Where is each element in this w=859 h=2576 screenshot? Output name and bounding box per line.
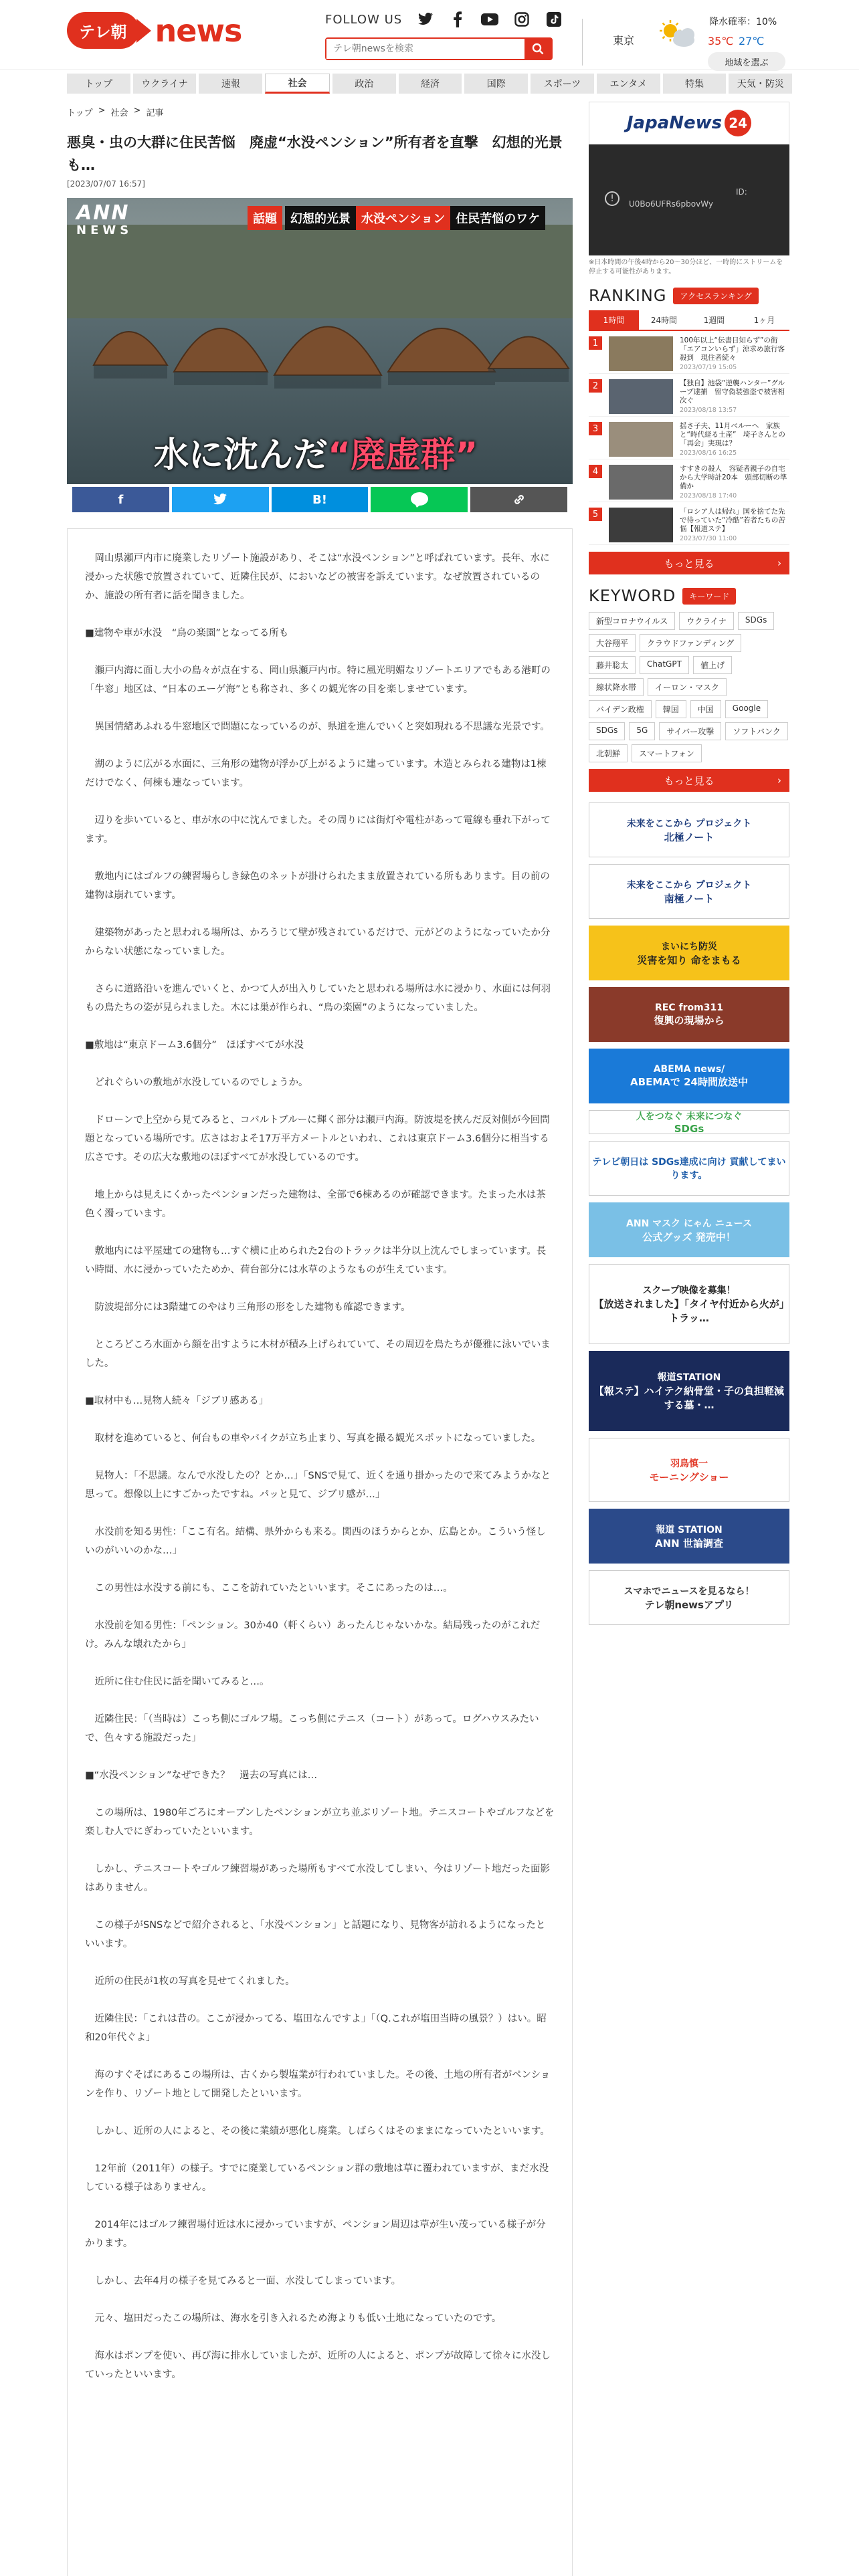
banner-line-a: まいにち防災 [661,941,717,952]
nav-item[interactable]: トップ [67,74,130,94]
nav-item[interactable]: 政治 [332,74,396,94]
section-heading: ■取材中も…見物人続々「ジブリ感ある」 [85,1396,269,1406]
search-button[interactable] [524,39,551,59]
video-id-code: U0Bo6UFRs6pbovWy [629,199,713,209]
promo-banner[interactable] [589,1509,789,1564]
article-paragraph: 近隣住民：「これは昔の。ここが浸かってる、塩田なんですよ」「（Q.これが塩田当時の風景？）はい。昭和20年代ぐよ」 [85,2014,547,2043]
ranking-item[interactable] [589,331,789,374]
ranking-headline[interactable]: 【独自】池袋“逆襲ハンター”グループ逮捕 留守偽装強盗で被害相次ぐ [680,379,785,405]
article-paragraph: この男性は水没する前にも、ここを訪れていたといいます。そこにあったのは…。 [94,1583,453,1594]
promo-banner[interactable] [589,1351,789,1431]
banner-line-a: ANN マスク にゃん ニュース [626,1218,752,1229]
article-paragraph: 地上からは見えにくかったペンションだった建物は、全部で6棟あるのが確認できます。たまった水は茶色く濁っています。 [85,1190,546,1219]
ranking-date: 2023/07/19 15:05 [680,364,737,371]
ranking-thumbnail[interactable] [609,508,673,542]
temp-high: 35℃ [708,35,734,47]
article-paragraph: 近所に住む住民に話を聞いてみると…。 [94,1677,270,1687]
ranking-list [589,331,789,545]
article-paragraph: 取材を進めていると、何台もの車やバイクが立ち止まり、写真を撮る観光スポットになっていました。 [94,1433,541,1444]
article-paragraph: 瀬戸内海に面し大小の島々が点在する、岡山県瀬戸内市。特に風光明媚なリゾートエリアでもある港町の「牛窓」地区は、“日本のエーゲ海”とも称され、多くの観光客の目を楽しませています。 [85,665,551,695]
article-paragraph: しかし、テニスコートやゴルフ練習場があった場所もすべて水没してしまい、今はリゾート地だった面影はありません。 [85,1864,550,1893]
article-paragraph: 岡山県瀬戸内市に廃業したリゾート施設があり、そこは“水没ペンション”と呼ばれています。長年、水に浸かった状態で放置されていて、近隣住民が、においなどの被害を訴えています。なぜ放置されているのか、施設の所有者に話を聞きました。 [85,553,550,601]
promo-banner[interactable] [589,987,789,1042]
promo-banner[interactable] [589,926,789,980]
banner-line-a: 人をつなぐ 未来につなぐ [636,1111,743,1122]
promo-banner[interactable] [589,1264,789,1344]
search-box [325,37,553,60]
article-paragraph: ところどころ水面から顔を出すように木材が積み上げられていて、その周辺を鳥たちが優雅に泳いでいました。 [85,1339,551,1369]
article-paragraph: 近隣住民：「（当時は）こっち側にゴルフ場。こっち側にテニス（コート）があって。ログハウスみたいで、色々する施設だった」 [85,1714,539,1743]
ranking-tab[interactable]: 1ヶ月 [753,316,775,325]
hero-headline-a: 幻想的光景 [285,206,356,230]
breadcrumb [67,106,163,118]
nav-item[interactable]: 国際 [464,74,528,94]
banner-line-a: テレビ朝日は SDGs達成に向け 貢献してまいります。 [592,1157,786,1181]
article-paragraph: 水没前を知る男性：「ペンション。30か40（軒くらい）あったんじゃないかな。結局残ったのがこれだけ。みんな壊れたから」 [85,1620,541,1650]
ranking-more-button[interactable] [589,552,789,574]
search-input[interactable] [326,39,524,59]
article-paragraph: 海水はポンプを使い、再び海に排水していましたが、近所の人によると、ポンプが故障して徐々に水没していったといいます。 [85,2351,551,2380]
keyword-pill: キーワード [682,588,736,605]
keyword-tag[interactable]: 北朝鮮 [589,744,628,762]
ranking-thumbnail[interactable] [609,422,673,457]
nav-item[interactable]: 速報 [199,74,262,94]
banner-line-a: 羽鳥慎一 [670,1458,708,1469]
ranking-date: 2023/07/30 11:00 [680,535,737,542]
keyword-tag[interactable]: 中国 [690,700,721,718]
share-hatena-button[interactable]: B! [272,487,369,512]
article-hero-image [67,198,573,484]
keyword-tag[interactable]: ソフトバンク [725,722,788,740]
keyword-tag[interactable]: SDGs [589,722,625,740]
keyword-more-button[interactable] [589,769,789,792]
article-title: 悪臭・虫の大群に住民苦悩 廃虚“水没ペンション”所有者を直撃 幻想的光景も… [67,134,563,173]
logo-text: news [155,12,242,49]
article-paragraph: ドローンで上空から見てみると、コバルトブルーに輝く部分は瀬戸内海。防波堤を挟んだ反対側が今回問題となっている場所です。広さはおよそ17万平方メートルといわれ、これは東京ドーム3.6個分に相当する広さです。その広大な敷地のほぼすべてが水没しているのです。 [85,1115,550,1163]
breadcrumb-current: 記事 [146,108,164,118]
keyword-tag[interactable]: ChatGPT [640,656,689,674]
banner-line-b: 復興の現場から [654,1014,725,1027]
ranking-tab[interactable]: 1週間 [703,316,725,325]
video-id [629,187,747,209]
weather-divider [582,19,583,66]
banner-line-b: SDGs [674,1123,704,1135]
article-paragraph: 湖のように広がる水面に、三角形の建物が浮かび上がるように建っています。木造とみられる建物は1棟だけでなく、何棟も連なっています。 [85,759,547,788]
keyword-tag[interactable]: 大谷翔平 [589,634,636,652]
breadcrumb-separator: > [98,106,106,116]
rain-probability: 降水確率：10% [709,17,777,27]
banner-line-a: 報道 STATION [656,1524,723,1535]
line-icon [410,492,429,508]
ranking-item[interactable] [589,417,789,459]
hero-headline-b: 水没ペンション [356,206,450,230]
article-paragraph: どれぐらいの敷地が水没しているのでしょうか。 [94,1077,308,1088]
ranking-title: RANKING [589,286,667,305]
banner-line-a: スマホでニュースを見るなら！ [624,1586,755,1597]
promo-banner[interactable] [589,1141,789,1196]
follow-bar [325,11,563,28]
banner-line-a: 報道STATION [657,1372,721,1383]
ranking-number: 3 [589,422,602,435]
sun-cloud-icon [657,19,698,49]
article-paragraph: 見物人：「不思議。なんで水没したの？とか…」「SNSで見て、近くを通り掛かったので来てみようかなと思って。想像以上にすごかったですね。パッと見て、ジブリ感が…」 [85,1471,551,1500]
banner-list [589,802,789,1625]
ranking-text-block [680,508,789,542]
keyword-tag[interactable]: スマートフォン [632,744,702,762]
ranking-thumbnail[interactable] [609,336,673,371]
site-logo[interactable] [67,12,242,49]
article-paragraph: この様子がSNSなどで紹介されると、「水没ペンション」と話題になり、見物客が訪れるようになったといいます。 [85,1920,546,1949]
share-facebook-button[interactable]: f [72,487,169,512]
banner-line-a: ABEMA news/ [653,1063,725,1075]
promo-banner[interactable] [589,1570,789,1625]
banner-line-b: 北極ノート [664,831,714,843]
ranking-pill: アクセスランキング [673,288,758,304]
nav-item[interactable]: エンタメ [597,74,660,94]
article-paragraph: 水没前を知る男性：「ここ有名。結構、県外からも来る。関西のほうからとか、広島とか。こういう怪しいのがいいのかな…」 [85,1527,546,1556]
japanews24-brand: JapaNews [626,113,723,133]
banner-line-b: ABEMAで 24時間放送中 [630,1075,748,1088]
section-heading: ■“水没ペンション”なぜできた？ 過去の写真には… [85,1770,318,1781]
nav-item[interactable]: 特集 [663,74,727,94]
more-label: もっと見る [664,557,714,570]
keyword-tag[interactable]: バイデン政権 [589,700,652,718]
share-link-button[interactable] [470,487,567,512]
video-note: ※日本時間の午後4時から20〜30分ほど、一時的にストリームを停止する可能性があります。 [589,259,783,276]
article-paragraph: 敷地内にはゴルフの練習場らしき緑色のネットが掛けられたまま放置されている所もあります。目の前の建物は崩れています。 [85,871,550,901]
article-paragraph: 12年前（2011年）の様子。すでに廃業しているペンション群の敷地は草に覆われていますが、まだ水没している様子はありません。 [85,2163,549,2193]
hero-caption-b: “廃虚群” [328,435,478,475]
breadcrumb-top[interactable]: トップ [67,108,93,118]
weather-widget [582,9,796,68]
ranking-text-block [680,422,789,457]
ranking-headline[interactable]: 揺さ子夫、11月ベルーへ 家族と“時代経る土産” 埼子さんとの「再会」実現は？ [680,422,785,447]
ranking-date: 2023/08/16 16:25 [680,449,737,457]
japanews24-number: 24 [725,110,751,136]
share-bar [72,487,567,512]
keyword-tag[interactable]: 5G [629,722,655,740]
ranking-tabs [589,310,789,331]
keyword-tag[interactable]: 藤井聡太 [589,656,636,674]
breadcrumb-category[interactable]: 社会 [110,108,128,118]
more-label: もっと見る [664,774,714,787]
keyword-tag[interactable]: SDGs [738,612,774,630]
nav-item[interactable]: ウクライナ [133,74,197,94]
keyword-tag[interactable]: ウクライナ [679,612,734,630]
article-body [67,528,573,2576]
article-paragraph: 近所の住民が1枚の写真を見せてくれました。 [94,1976,295,1987]
article-paragraph: 2014年にはゴルフ練習場付近は水に浸かっていますが、ペンション周辺は草が生い茂っている様子が分かります。 [85,2220,546,2249]
banner-line-a: スクープ映像を募集！ [642,1285,736,1296]
nav-item[interactable]: スポーツ [531,74,594,94]
japanews24-logo[interactable] [589,102,789,144]
site-header [0,0,859,70]
article-paragraph: 異国情緒あふれる牛窓地区で問題になっているのが、県道を進んでいくと突如現れる不思議な光景です。 [94,722,550,732]
sidebar [589,102,789,1625]
banner-line-b: モーニングショー [649,1471,729,1483]
section-heading: ■敷地は“東京ドーム3.6個分” ほぼすべてが水没 [85,1040,304,1051]
chevron-right-icon: › [777,774,781,786]
temp-low: 27℃ [739,35,765,47]
promo-banner[interactable] [589,864,789,919]
live-video-player[interactable] [589,144,789,255]
keyword-header [589,586,789,605]
ranking-item[interactable] [589,502,789,545]
region-select-button[interactable]: 地域を選ぶ [708,52,785,71]
ranking-number: 1 [589,336,602,350]
article-paragraph: しかし、近所の人によると、その後に業績が悪化し廃業。しばらくはそのままになっていたといいます。 [94,2126,550,2137]
ranking-thumbnail[interactable] [609,465,673,500]
ann-brand-top: ANN [76,201,130,225]
ranking-tab[interactable]: 1時間 [589,310,639,330]
section-heading: ■建物や車が水没 “鳥の楽園”となってる所も [85,628,289,639]
banner-line-a: REC from311 [655,1002,723,1013]
banner-line-b: 災害を知り 命をまもる [637,954,741,966]
ranking-item[interactable] [589,374,789,417]
tiktok-icon[interactable] [545,11,563,28]
article-paragraph: 元々、塩田だったこの場所は、海水を引き入れるため海よりも低い土地になっていたのです。 [94,2313,502,2324]
logo-arrow-icon [136,19,151,43]
hero-headline [248,206,545,230]
keyword-tag[interactable]: 線状降水帯 [589,678,644,696]
breadcrumb-separator: > [133,106,141,116]
article-paragraph: しかし、去年4月の様子を見てみると一面、水没してしまっています。 [94,2276,401,2286]
link-icon [512,492,527,507]
article-paragraph: さらに道路沿いを進んでいくと、かつて人が出入りしていたと思われる場所は水に浸かり、水面には何羽もの鳥たちの姿が見られました。木には巣が作られ、“鳥の楽園”のようになっていました。 [85,984,551,1013]
ann-news-brand [76,201,133,239]
facebook-icon[interactable] [449,11,466,28]
keyword-tag[interactable]: サイバー攻撃 [659,722,721,740]
share-line-button[interactable] [371,487,468,512]
hero-caption-a: 水に沈んだ [154,435,328,475]
banner-line-b: 【放送されました】「タイヤ付近から火が」トラッ… [593,1298,785,1324]
keyword-tag[interactable]: 新型コロナウイルス [589,612,675,630]
promo-banner[interactable] [589,1049,789,1103]
article-paragraph: 防波堤部分には3階建てのやはり三角形の形をした建物も確認できます。 [94,1302,411,1313]
ranking-thumbnail[interactable] [609,379,673,414]
banner-line-b: ANN 世論調査 [655,1537,723,1549]
keyword-tag[interactable]: 韓国 [656,700,686,718]
banner-line-a: 未来をここから プロジェクト [626,818,752,829]
ann-brand-bottom: NEWS [76,223,133,237]
promo-banner[interactable] [589,1202,789,1257]
keyword-list [589,612,789,762]
ranking-number: 5 [589,508,602,521]
banner-line-b: 【報ステ】ハイテク納骨堂・子の負担軽減する墓・… [593,1385,785,1411]
article-paragraph: 海のすぐそばにあるこの場所は、古くから製塩業が行われていました。その後、土地の所有者がペンションを作り、リゾート地として開発したといいます。 [85,2070,551,2099]
ranking-number: 2 [589,379,602,393]
nav-item[interactable]: 社会 [265,74,330,94]
follow-label: FOLLOW US [325,12,403,27]
banner-line-b: テレ朝newsアプリ [644,1598,734,1611]
ranking-headline[interactable]: 100年以上“伝書日知らず”の街「エアコンいらず」涼求め旅行客殺到 現住者続々 [680,336,785,362]
hero-caption [154,427,478,477]
keyword-tag[interactable]: 値上げ [693,656,732,674]
ranking-item[interactable] [589,459,789,502]
twitter-icon [213,494,227,506]
logo-badge: テレ朝 [67,12,139,49]
article-paragraph: 建築物があったと思われる場所は、かろうじて壁が残されているだけで、元がどのようになっていたか分からない状態になっていました。 [85,928,551,957]
ranking-text-block [680,379,789,414]
video-error-icon: ! [605,191,619,206]
banner-line-b: 南極ノート [664,892,714,905]
ranking-text-block [680,336,789,371]
nav-item[interactable]: 経済 [399,74,462,94]
ranking-tab[interactable]: 24時間 [650,316,678,325]
nav-item[interactable]: 天気・防災 [729,74,792,94]
article-paragraph: 辺りを歩いていると、車が水の中に沈んでました。その周りには街灯や電柱があって電線も垂れ下がってます。 [85,815,551,845]
instagram-icon[interactable] [513,11,531,28]
video-id-label: ID: [736,187,747,197]
global-nav [67,74,792,94]
ranking-number: 4 [589,465,602,478]
keyword-tag[interactable]: Google [725,700,768,718]
banner-line-b: 公式グッズ 発売中！ [642,1230,736,1243]
keyword-tag[interactable]: イーロン・マスク [648,678,727,696]
hero-headline-c: 住民苦悩のワケ [450,206,545,230]
weather-region: 東京 [613,34,635,47]
banner-line-a: 未来をここから プロジェクト [626,879,752,891]
ranking-headline[interactable]: すすきの殺人 容疑者親子の自宅から大学時計20本 頭部切断の準備か [680,465,787,490]
promo-banner[interactable] [589,1438,789,1502]
keyword-title: KEYWORD [589,586,676,605]
chevron-right-icon: › [777,557,781,569]
promo-banner[interactable] [589,802,789,857]
ranking-date: 2023/08/18 13:57 [680,407,737,414]
promo-banner[interactable] [589,1110,789,1134]
ranking-header [589,286,789,305]
hero-tag: 話題 [248,206,282,230]
ranking-date: 2023/08/18 17:40 [680,492,737,500]
ranking-headline[interactable]: 「ロシア人は帰れ」国を捨てた先で待っていた“冷酷”若者たちの苦悩【報道ステ】 [680,508,785,533]
twitter-icon[interactable] [417,11,434,28]
search-icon [532,43,544,55]
keyword-tag[interactable]: クラウドファンディング [640,634,741,652]
article-date: [2023/07/07 16:57] [67,179,145,189]
article-paragraph: この場所は、1980年ごろにオープンしたペンションが立ち並ぶリゾート地。テニスコートやゴルフなどを楽しむ人でにぎわっていたといいます。 [85,1808,555,1837]
youtube-icon[interactable] [481,11,498,28]
article-paragraph: 敷地内には平屋建ての建物も…すぐ横に止められた2台のトラックは半分以上沈んでしまっています。長い時間、水に浸かっていたためか、荷台部分には水草のようなものが生えています。 [85,1246,547,1275]
share-twitter-button[interactable] [172,487,269,512]
ranking-text-block [680,465,789,500]
